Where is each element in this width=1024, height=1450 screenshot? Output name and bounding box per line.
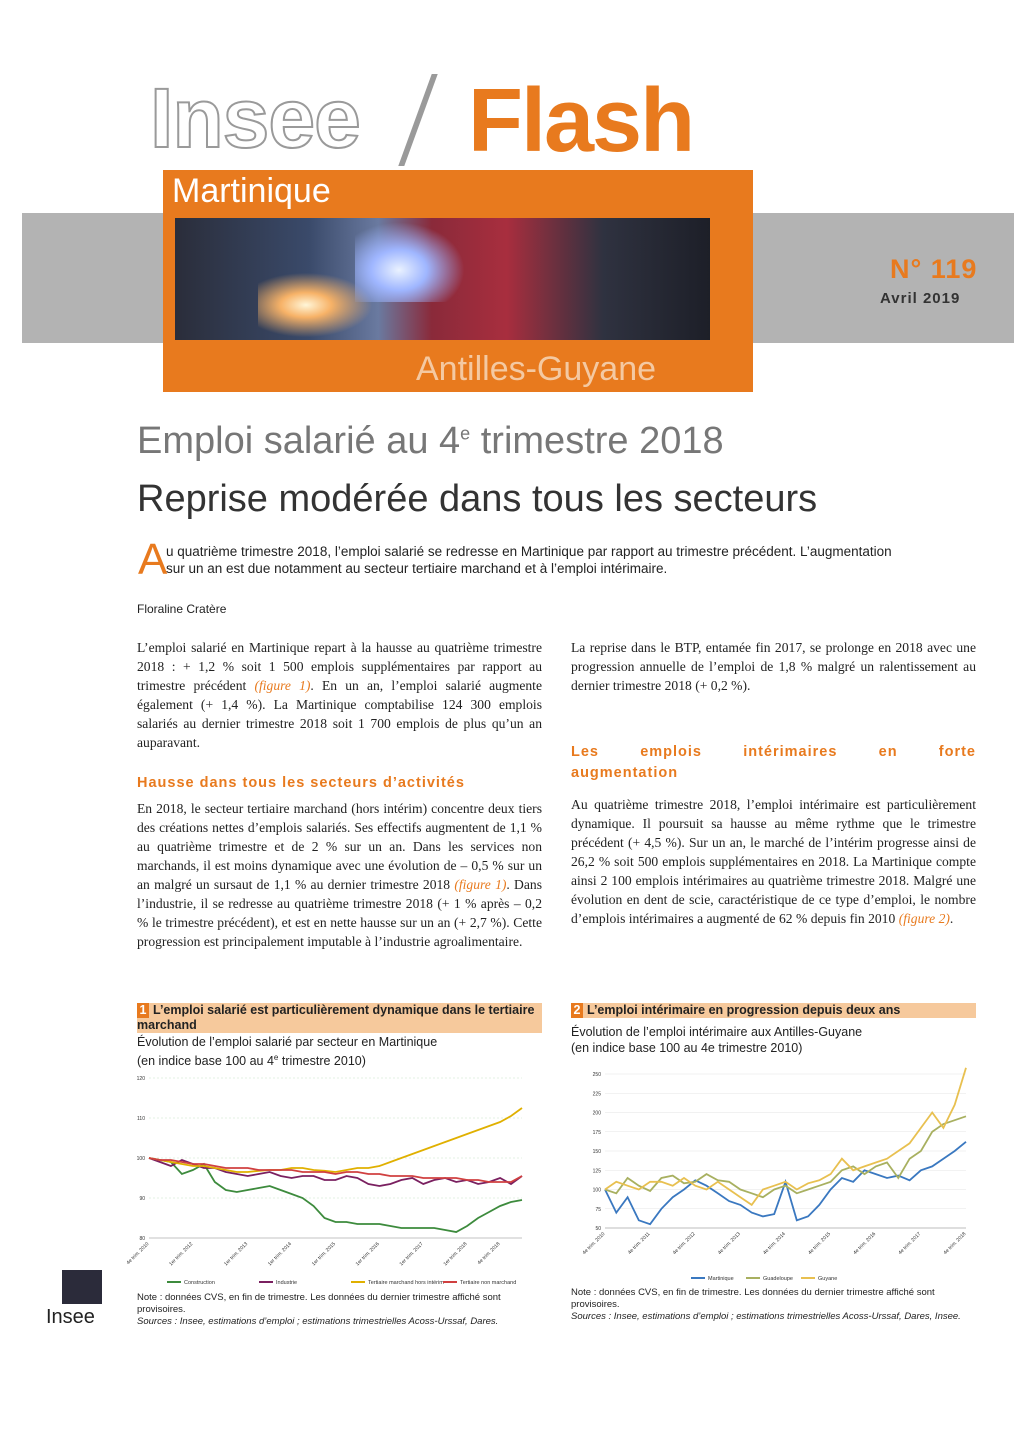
paragraph: L’emploi salarié en Martinique repart à la hausse au quatrième trimestre 2018 : + 1,2 % soit 1 500 emplois supplémentaires par rapport au trimestre précédent (figure 1). En un an, l’emploi salarié augmente également (+ 1,4 %). La Martinique comptabilise 124 300 emplois salariés au dernier trimestre 2018 soit 1 700 emplois de plus qu’un an auparavant. [137,640,542,750]
lede-dropcap: A [138,535,168,584]
series-line [149,1158,522,1232]
column-left-part2 [137,799,542,951]
legend-label: Construction [184,1280,215,1286]
legend-label: Guadeloupe [763,1276,793,1282]
page-subtitle: Reprise modérée dans tous les secteurs [137,478,818,520]
paragraph: En 2018, le secteur tertiaire marchand (hors intérim) concentre deux tiers des créations nettes d’emplois salariés. Ses effectifs augmentent de 1,1 % au quatrième trimestre et de 2 % sur un an. Dans les services non marchands, il est moins dynamique avec une évolution de – 0,5 % sur un an malgré un sursaut de 1,1 % au dernier trimestre 2018 (figure 1). Dans l’industrie, il se redresse au quatrième trimestre 2018 (+ 1 % après – 0,2 % le trimestre précédent), et est en nette hausse sur un an (+ 2,7 %). Cette progression est principalement imputable à l’industrie agroalimentaire. [137,801,542,949]
issue-number: N° 119 [890,254,978,284]
figure2-subtitle: Évolution de l’emploi intérimaire aux Antilles-Guyane (en indice base 100 au 4e trimestre 2010) [571,1025,863,1055]
x-tick-label: 1er trim. 2016 [354,1241,381,1268]
series-line [149,1108,522,1172]
x-tick-label: 4e trim. 2013 [716,1231,742,1257]
x-tick-label: 1er trim. 2017 [398,1241,425,1268]
y-tick-label: 50 [595,1226,601,1232]
legend-label: Industrie [276,1280,298,1286]
legend-label: Martinique [708,1276,734,1282]
x-tick-label: 4e trim. 2010 [125,1241,151,1267]
region-title: Martinique [172,172,331,210]
insee-logo-text: Insee [46,1306,95,1328]
y-tick-label: 100 [136,1156,145,1162]
x-tick-label: 4e trim. 2018 [942,1231,968,1257]
x-tick-label: 4e trim. 2014 [762,1231,787,1257]
page-title: Emploi salarié au 4e trimestre 2018 [137,420,724,462]
lede-text: u quatrième trimestre 2018, l’emploi salarié se redresse en Martinique par rapport au trimestre précédent. L’augmentation sur un an est due notamment au secteur tertiaire marchand et à l’emploi intérimaire. [166,544,892,576]
column-left [137,638,542,752]
logo-flash: Flash [468,71,694,171]
y-tick-label: 150 [592,1149,601,1155]
figure1-note: Note : données CVS, en fin de trimestre. Les données du dernier trimestre affiché sont provisoires. Sources : Insee, estimations d’emploi ; estimations trimestrielles Acoss-Urssaf, Dares. [137,1292,501,1327]
x-tick-label: 4e trim. 2011 [626,1231,652,1256]
y-tick-label: 80 [139,1236,145,1242]
subregion-title: Antilles-Guyane [416,350,657,388]
y-tick-label: 200 [592,1110,601,1117]
y-tick-label: 125 [592,1168,601,1175]
figure2-title: 2 L’emploi intérimaire en progression depuis deux ans [571,1003,976,1018]
x-tick-label: 4e trim. 2017 [897,1231,923,1257]
column-right [571,638,976,695]
legend-label: Tertiaire marchand hors intérim [368,1280,444,1286]
series-line [605,1142,966,1224]
x-tick-label: 1er trim. 2015 [310,1241,337,1268]
section-heading: Hausse dans tous les secteurs d’activités [137,775,465,791]
x-tick-label: 1er trim. 2013 [223,1241,250,1268]
figure-link[interactable]: (figure 2) [898,911,950,926]
y-tick-label: 225 [592,1091,601,1098]
y-tick-label: 120 [136,1076,145,1082]
x-tick-label: 4e trim. 2018 [476,1241,502,1267]
section-heading: Les emplois intérimaires en forte augmentation [571,744,976,781]
logo-insee: Insee [150,71,360,165]
legend-label: Guyane [818,1276,838,1282]
figure2-note: Note : données CVS, en fin de trimestre. Les données du dernier trimestre affiché sont provisoires. Sources : Insee, estimations d’emploi ; estimations trimestrielles Acoss-Urssaf, Dares, Insee. [571,1287,961,1322]
x-tick-label: 1er trim. 2018 [442,1241,469,1268]
author-name: Floraline Cratère [137,602,227,616]
x-tick-label: 4e trim. 2016 [852,1231,878,1257]
figure1-chart [125,1070,542,1288]
column-right-part2 [571,795,976,928]
figure1-subtitle: Évolution de l’emploi salarié par secteur en Martinique (en indice base 100 au 4e trimestre 2010) [137,1035,438,1069]
series-line [149,1158,522,1182]
y-tick-label: 100 [592,1187,601,1194]
figure-link[interactable]: (figure 1) [254,678,311,693]
issue-date: Avril 2019 [880,290,961,307]
x-tick-label: 4e trim. 2015 [807,1231,833,1257]
paragraph: Au quatrième trimestre 2018, l’emploi intérimaire est particulièrement dynamique. Il poursuit sa hausse au même rythme que le trimestre précédent (+ 4,5 %). Sur un an, le marché de l’intérim progresse ainsi de 26,2 % soit 500 emplois supplémentaires en 2018. La Martinique compte ainsi 2 100 emplois intérimaires au quatrième trimestre 2018. Malgré une évolution en dent de scie, caractéristique de ce type d’emploi, le nombre d’emplois intérimaires a augmenté de 62 % depuis fin 2010 (figure 2). [571,797,976,926]
figure2-chart [571,1064,976,1284]
y-tick-label: 90 [139,1196,145,1202]
y-tick-label: 75 [595,1206,601,1213]
series-line [605,1116,966,1197]
figure1-title: 1 L’emploi salarié est particulièrement dynamique dans le tertiaire marchand [137,1003,542,1033]
insee-logo-icon [62,1270,102,1304]
figure-link[interactable]: (figure 1) [454,877,507,892]
x-tick-label: 1er trim. 2012 [168,1241,195,1268]
logo-slash [398,74,437,166]
x-tick-label: 4e trim. 2012 [671,1231,697,1257]
x-tick-label: 1er trim. 2014 [266,1241,294,1268]
cover-photo-flare [355,222,465,302]
y-tick-label: 110 [137,1116,145,1122]
y-tick-label: 250 [592,1072,601,1078]
y-tick-label: 175 [592,1129,601,1136]
paragraph: La reprise dans le BTP, entamée fin 2017, se prolonge en 2018 avec une progression annuelle de l’emploi de 1,8 % malgré un ralentissement au dernier trimestre 2018 (+ 0,2 %). [571,640,976,693]
legend-label: Tertiaire non marchand [460,1280,517,1286]
x-tick-label: 4e trim. 2010 [581,1231,607,1257]
